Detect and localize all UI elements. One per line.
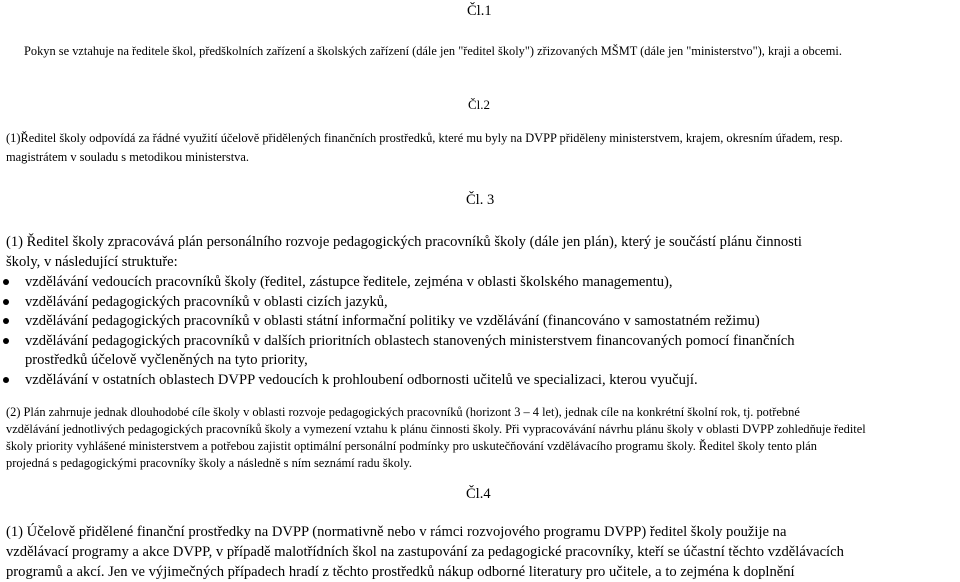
bullet-icon (3, 377, 9, 383)
bullet-line: vzdělávání pedagogických pracovníků v dalších prioritních oblastech stanovených ministerstvem financovaných pomocí finančních (25, 332, 795, 349)
bullet-line: vzdělávání vedoucích pracovníků školy (ředitel, zástupce ředitele, zejména v oblasti školského managementu), (25, 274, 673, 290)
article-3-bullet-list (0, 273, 958, 390)
article-2-line: (1)Ředitel školy odpovídá za řádné využití účelově přidělených finančních prostředků, které mu byly na DVPP přiděleny ministerstvem, krajem, okresním úřadem, resp. (6, 131, 843, 145)
bullet-line: vzdělávání v ostatních oblastech DVPP vedoucích k prohloubení odbornosti učitelů ve specializaci, kterou vyučují. (25, 371, 698, 388)
bullet-icon (3, 338, 9, 344)
article-3-p2-line: projedná s pedagogickými pracovníky školy a následně s ním seznámí radu školy. (6, 456, 412, 470)
article-2-line: magistrátem v souladu s metodikou ministerstva. (6, 150, 249, 164)
bullet-line: vzdělávání pedagogických pracovníků v oblasti cizích jazyků, (25, 293, 388, 310)
article-2-heading: Čl.2 (468, 97, 491, 112)
bullet-icon (3, 318, 9, 324)
bullet-item (0, 293, 958, 313)
article-3-heading: Čl. 3 (466, 192, 495, 208)
bullet-icon (3, 279, 9, 285)
article-4-line: vzdělávací programy a akce DVPP, v případě malotřídních škol na zastupování za pedagogické pracovníky, kteří se účastní těchto vzdělávacích (6, 544, 844, 560)
article-3-p2-line: školy priority vyhlášené ministerstvem a potřebou zajistit optimální personální podmínky pro uskutečňování vzdělávacího programu školy. Ředitel školy tento plán (6, 439, 817, 453)
bullet-item (0, 273, 958, 293)
article-2-paragraph (6, 129, 956, 167)
bullet-item (0, 312, 958, 332)
article-4-line: (1) Účelově přidělené finanční prostředky na DVPP (normativně nebo v rámci rozvojového programu DVPP) ředitel školy použije na (6, 524, 787, 540)
article-3-p2-line: (2) Plán zahrnuje jednak dlouhodobé cíle školy v oblasti rozvoje pedagogických pracovníků (horizont 3 – 4 let), jednak cíle na konkrétní školní rok, tj. potřebné (6, 405, 800, 419)
bullet-icon (3, 299, 9, 305)
bullet-item (0, 371, 958, 391)
article-3-paragraph-1 (6, 233, 956, 272)
article-1-text: Pokyn se vztahuje na ředitele škol, předškolních zařízení a školských zařízení (dále jen "ředitel školy") zřizovaných MŠMT (dále jen "ministerstvo"), kraji a obcemi. (24, 44, 842, 58)
article-3-line: (1) Ředitel školy zpracovává plán personálního rozvoje pedagogických pracovníků školy (dále jen plán), který je součástí plánu činnosti (6, 234, 802, 250)
article-3-p2-line: vzdělávání jednotlivých pedagogických pracovníků školy a vymezení vztahu k plánu činnosti školy. Při vypracovávání návrhu plánu školy v oblasti DVPP zohledňuje ředitel (6, 422, 866, 436)
bullet-item (0, 332, 958, 371)
article-4-heading: Čl.4 (466, 486, 491, 502)
bullet-line: vzdělávání pedagogických pracovníků v oblasti státní informační politiky ve vzdělávání (financováno v samostatném režimu) (25, 313, 760, 329)
article-4-paragraph (6, 522, 956, 582)
article-1-heading: Čl.1 (467, 3, 492, 19)
bullet-line: prostředků účelově vyčleněných na tyto priority, (25, 352, 308, 368)
article-3-paragraph-2 (6, 404, 956, 472)
article-4-line: programů a akcí. Jen ve výjimečných případech hradí z těchto prostředků nákup odborné literatury pro učitele, a to zejména k doplnění (6, 564, 795, 580)
article-3-line: školy, v následující struktuře: (6, 253, 178, 270)
